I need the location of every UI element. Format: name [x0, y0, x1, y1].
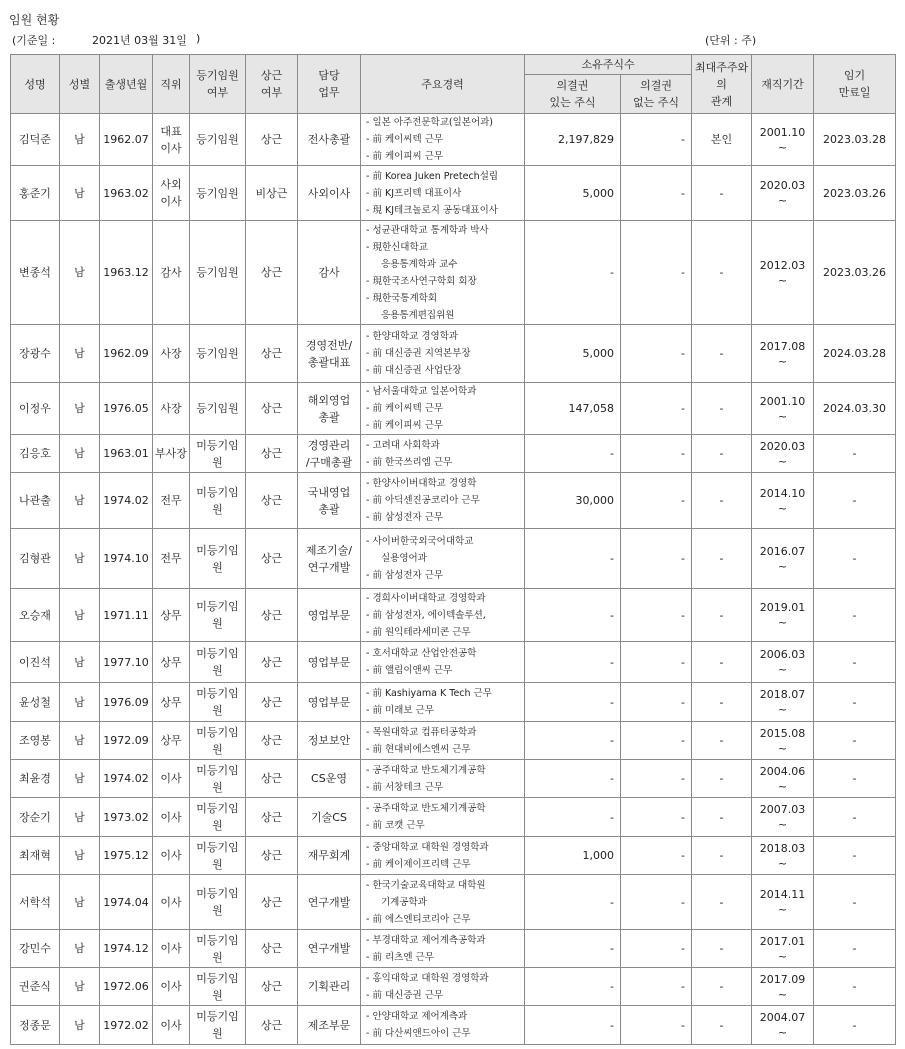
cell-nonvoting-shares: -: [621, 221, 692, 325]
cell-relation: -: [692, 473, 752, 529]
basis-date: 2021년 03월 31일: [92, 34, 187, 47]
cell-registered: 등기임원: [190, 325, 246, 383]
cell-registered: 미등기임 원: [190, 968, 246, 1006]
cell-position: 이사: [153, 930, 190, 968]
cell-voting-shares: -: [525, 1006, 621, 1045]
cell-gender: 남: [60, 435, 100, 473]
cell-duty: 연구개발: [298, 930, 361, 968]
cell-registered: 미등기임 원: [190, 837, 246, 875]
cell-career: - 前 Kashiyama K Tech 근무 - 前 미래보 근무: [361, 683, 525, 722]
cell-position: 사외 이사: [153, 166, 190, 221]
cell-gender: 남: [60, 642, 100, 683]
cell-birth: 1971.11: [100, 589, 153, 642]
header-position: 직위: [153, 55, 190, 114]
cell-gender: 남: [60, 529, 100, 589]
cell-duty: CS운영: [298, 760, 361, 798]
table-row: [11, 642, 896, 683]
header-career: 주요경력: [361, 55, 525, 114]
cell-tenure: 2018.03 ~: [752, 837, 814, 875]
cell-relation: -: [692, 1006, 752, 1045]
header-birth: 출생년월: [100, 55, 153, 114]
cell-fulltime: 비상근: [246, 166, 298, 221]
cell-nonvoting-shares: -: [621, 968, 692, 1006]
cell-nonvoting-shares: -: [621, 683, 692, 722]
cell-name: 윤성철: [11, 683, 60, 722]
cell-position: 감사: [153, 221, 190, 325]
cell-gender: 남: [60, 837, 100, 875]
cell-gender: 남: [60, 930, 100, 968]
table-row: [11, 473, 896, 529]
cell-name: 김응호: [11, 435, 60, 473]
cell-registered: 미등기임 원: [190, 1006, 246, 1045]
cell-term-end: -: [814, 1006, 896, 1045]
cell-voting-shares: -: [525, 760, 621, 798]
cell-term-end: -: [814, 435, 896, 473]
header-registered: 등기임원 여부: [190, 55, 246, 114]
cell-fulltime: 상근: [246, 642, 298, 683]
cell-gender: 남: [60, 1006, 100, 1045]
cell-birth: 1972.09: [100, 722, 153, 760]
cell-name: 최재혁: [11, 837, 60, 875]
cell-duty: 국내영업 총괄: [298, 473, 361, 529]
cell-relation: -: [692, 837, 752, 875]
cell-duty: 경영전반/ 총괄대표: [298, 325, 361, 383]
cell-gender: 남: [60, 760, 100, 798]
page-title: 임원 현황: [9, 13, 60, 27]
cell-term-end: -: [814, 968, 896, 1006]
cell-tenure: 2020.03 ~: [752, 166, 814, 221]
cell-career: - 부경대학교 제어계측공학과 - 前 리츠엔 근무: [361, 930, 525, 968]
cell-relation: -: [692, 875, 752, 930]
cell-nonvoting-shares: -: [621, 473, 692, 529]
cell-fulltime: 상근: [246, 325, 298, 383]
cell-duty: 제조기술/ 연구개발: [298, 529, 361, 589]
cell-registered: 등기임원: [190, 166, 246, 221]
cell-duty: 제조부문: [298, 1006, 361, 1045]
table-row: [11, 589, 896, 642]
cell-birth: 1976.09: [100, 683, 153, 722]
cell-name: 이정우: [11, 383, 60, 435]
cell-nonvoting-shares: -: [621, 722, 692, 760]
cell-position: 전무: [153, 473, 190, 529]
cell-duty: 영업부문: [298, 683, 361, 722]
cell-birth: 1963.02: [100, 166, 153, 221]
cell-nonvoting-shares: -: [621, 325, 692, 383]
cell-career: - 안양대학교 제어계측과 - 前 다산씨앤드아이 근무: [361, 1006, 525, 1045]
cell-career: - 호서대학교 산업안전공학 - 前 앨림이앤씨 근무: [361, 642, 525, 683]
cell-tenure: 2018.07 ~: [752, 683, 814, 722]
cell-name: 서학석: [11, 875, 60, 930]
cell-birth: 1975.12: [100, 837, 153, 875]
cell-nonvoting-shares: -: [621, 930, 692, 968]
cell-name: 오승재: [11, 589, 60, 642]
table-row: [11, 837, 896, 875]
cell-voting-shares: -: [525, 435, 621, 473]
cell-tenure: 2012.03 ~: [752, 221, 814, 325]
cell-tenure: 2004.07 ~: [752, 1006, 814, 1045]
cell-registered: 미등기임 원: [190, 529, 246, 589]
header-fulltime: 상근 여부: [246, 55, 298, 114]
table-row: [11, 383, 896, 435]
cell-name: 장광수: [11, 325, 60, 383]
table-row: [11, 722, 896, 760]
cell-career: - 공주대학교 반도체기계공학 - 前 코캣 근무: [361, 798, 525, 837]
cell-name: 최윤경: [11, 760, 60, 798]
cell-tenure: 2006.03 ~: [752, 642, 814, 683]
cell-position: 부사장: [153, 435, 190, 473]
cell-registered: 미등기임 원: [190, 798, 246, 837]
cell-name: 권준식: [11, 968, 60, 1006]
cell-gender: 남: [60, 722, 100, 760]
unit-label: (단위 : 주): [705, 34, 757, 47]
header-relation: 최대주주와 의 관계: [692, 55, 752, 114]
cell-birth: 1962.07: [100, 114, 153, 166]
cell-term-end: -: [814, 760, 896, 798]
cell-birth: 1976.05: [100, 383, 153, 435]
table-row: [11, 325, 896, 383]
cell-duty: 영업부문: [298, 589, 361, 642]
cell-gender: 남: [60, 221, 100, 325]
basis-close: ): [196, 32, 201, 45]
cell-relation: -: [692, 221, 752, 325]
cell-birth: 1962.09: [100, 325, 153, 383]
cell-term-end: -: [814, 930, 896, 968]
cell-gender: 남: [60, 166, 100, 221]
cell-nonvoting-shares: -: [621, 1006, 692, 1045]
cell-tenure: 2017.09 ~: [752, 968, 814, 1006]
cell-nonvoting-shares: -: [621, 529, 692, 589]
cell-relation: -: [692, 798, 752, 837]
cell-gender: 남: [60, 798, 100, 837]
cell-fulltime: 상근: [246, 529, 298, 589]
cell-term-end: -: [814, 529, 896, 589]
cell-relation: -: [692, 930, 752, 968]
cell-position: 상무: [153, 589, 190, 642]
cell-birth: 1973.02: [100, 798, 153, 837]
cell-relation: -: [692, 325, 752, 383]
table-row: [11, 221, 896, 325]
header-voting: 의결권 있는 주식: [525, 75, 621, 114]
cell-term-end: -: [814, 473, 896, 529]
cell-name: 강민수: [11, 930, 60, 968]
cell-gender: 남: [60, 114, 100, 166]
cell-name: 나관출: [11, 473, 60, 529]
cell-position: 사장: [153, 325, 190, 383]
cell-gender: 남: [60, 875, 100, 930]
cell-term-end: -: [814, 722, 896, 760]
cell-nonvoting-shares: -: [621, 760, 692, 798]
cell-voting-shares: 30,000: [525, 473, 621, 529]
cell-name: 이진석: [11, 642, 60, 683]
cell-position: 이사: [153, 1006, 190, 1045]
cell-voting-shares: -: [525, 930, 621, 968]
cell-fulltime: 상근: [246, 722, 298, 760]
cell-fulltime: 상근: [246, 760, 298, 798]
cell-fulltime: 상근: [246, 473, 298, 529]
cell-relation: -: [692, 529, 752, 589]
header-tenure: 재직기간: [752, 55, 814, 114]
table-row: [11, 930, 896, 968]
table-row: [11, 529, 896, 589]
cell-birth: 1963.01: [100, 435, 153, 473]
cell-name: 변종석: [11, 221, 60, 325]
table-row: [11, 114, 896, 166]
cell-fulltime: 상근: [246, 383, 298, 435]
cell-position: 상무: [153, 683, 190, 722]
cell-birth: 1963.12: [100, 221, 153, 325]
header-name: 성명: [11, 55, 60, 114]
cell-term-end: -: [814, 589, 896, 642]
cell-duty: 해외영업 총괄: [298, 383, 361, 435]
cell-tenure: 2014.11 ~: [752, 875, 814, 930]
table-row: [11, 683, 896, 722]
cell-duty: 전사총괄: [298, 114, 361, 166]
cell-fulltime: 상근: [246, 589, 298, 642]
cell-voting-shares: 5,000: [525, 325, 621, 383]
cell-nonvoting-shares: -: [621, 798, 692, 837]
cell-career: - 고려대 사회학과 - 前 한국쓰리엠 근무: [361, 435, 525, 473]
cell-career: - 일본 아주전문학교(일본어과) - 前 케이씨텍 근무 - 前 케이피씨 근무: [361, 114, 525, 166]
cell-position: 이사: [153, 798, 190, 837]
cell-position: 상무: [153, 642, 190, 683]
cell-term-end: -: [814, 642, 896, 683]
cell-duty: 정보보안: [298, 722, 361, 760]
cell-nonvoting-shares: -: [621, 837, 692, 875]
table-row: [11, 968, 896, 1006]
cell-gender: 남: [60, 383, 100, 435]
cell-voting-shares: -: [525, 875, 621, 930]
table-row: [11, 166, 896, 221]
cell-tenure: 2017.01 ~: [752, 930, 814, 968]
cell-registered: 미등기임 원: [190, 642, 246, 683]
cell-fulltime: 상근: [246, 930, 298, 968]
cell-nonvoting-shares: -: [621, 166, 692, 221]
cell-registered: 미등기임 원: [190, 435, 246, 473]
cell-term-end: 2024.03.28: [814, 325, 896, 383]
cell-career: - 중앙대학교 대학원 경영학과 - 前 케이제이프리텍 근무: [361, 837, 525, 875]
cell-registered: 미등기임 원: [190, 722, 246, 760]
cell-term-end: 2023.03.26: [814, 166, 896, 221]
cell-term-end: 2023.03.28: [814, 114, 896, 166]
cell-voting-shares: -: [525, 589, 621, 642]
cell-registered: 미등기임 원: [190, 683, 246, 722]
cell-relation: 본인: [692, 114, 752, 166]
cell-tenure: 2017.08 ~: [752, 325, 814, 383]
cell-birth: 1977.10: [100, 642, 153, 683]
cell-term-end: -: [814, 875, 896, 930]
cell-fulltime: 상근: [246, 683, 298, 722]
cell-birth: 1974.12: [100, 930, 153, 968]
cell-position: 이사: [153, 760, 190, 798]
header-gender: 성별: [60, 55, 100, 114]
header-shares: 소유주식수: [525, 55, 692, 75]
cell-voting-shares: 147,058: [525, 383, 621, 435]
cell-relation: -: [692, 435, 752, 473]
basis-label: (기준일 :: [12, 34, 56, 47]
cell-career: - 사이버한국외국어대학교 실용영어과 - 前 삼성전자 근무: [361, 529, 525, 589]
cell-birth: 1972.06: [100, 968, 153, 1006]
cell-duty: 연구개발: [298, 875, 361, 930]
cell-name: 김형관: [11, 529, 60, 589]
cell-term-end: 2024.03.30: [814, 383, 896, 435]
cell-position: 상무: [153, 722, 190, 760]
cell-position: 이사: [153, 968, 190, 1006]
cell-registered: 미등기임 원: [190, 473, 246, 529]
cell-gender: 남: [60, 968, 100, 1006]
table-row: [11, 760, 896, 798]
cell-voting-shares: -: [525, 221, 621, 325]
cell-gender: 남: [60, 473, 100, 529]
cell-name: 장순기: [11, 798, 60, 837]
cell-fulltime: 상근: [246, 435, 298, 473]
cell-voting-shares: -: [525, 529, 621, 589]
cell-registered: 미등기임 원: [190, 930, 246, 968]
cell-nonvoting-shares: -: [621, 383, 692, 435]
cell-tenure: 2020.03 ~: [752, 435, 814, 473]
cell-tenure: 2019.01 ~: [752, 589, 814, 642]
table-row: [11, 798, 896, 837]
cell-voting-shares: -: [525, 968, 621, 1006]
cell-voting-shares: -: [525, 683, 621, 722]
cell-career: - 한양사이버대학교 경영학 - 前 아딕센진공코리아 근무 - 前 삼성전자 근무: [361, 473, 525, 529]
cell-duty: 경영관리 /구매총괄: [298, 435, 361, 473]
cell-duty: 영업부문: [298, 642, 361, 683]
table-row: [11, 435, 896, 473]
cell-nonvoting-shares: -: [621, 435, 692, 473]
cell-career: - 남서울대학교 일본어학과 - 前 케이씨텍 근무 - 前 케이피씨 근무: [361, 383, 525, 435]
cell-career: - 前 Korea Juken Pretech설립 - 前 KJ프리텍 대표이사 - 現 KJ테크놀로지 공동대표이사: [361, 166, 525, 221]
cell-career: - 목원대학교 컴퓨터공학과 - 前 현대비에스엔씨 근무: [361, 722, 525, 760]
cell-relation: -: [692, 760, 752, 798]
cell-relation: -: [692, 383, 752, 435]
cell-fulltime: 상근: [246, 1006, 298, 1045]
cell-duty: 기획관리: [298, 968, 361, 1006]
cell-tenure: 2016.07 ~: [752, 529, 814, 589]
executives-table: [10, 54, 896, 1045]
cell-career: - 공주대학교 반도체기계공학 - 前 서창테크 근무: [361, 760, 525, 798]
cell-voting-shares: -: [525, 642, 621, 683]
cell-duty: 감사: [298, 221, 361, 325]
cell-gender: 남: [60, 325, 100, 383]
cell-career: - 성균관대학교 통계학과 박사 - 現한신대학교 응용통계학과 교수 - 現한국조사연구학회 회장 - 現한국통계학회 응용통계편집위원: [361, 221, 525, 325]
cell-fulltime: 상근: [246, 221, 298, 325]
cell-career: - 경희사이버대학교 경영학과 - 前 삼성전자, 에이텍솔루션, - 前 원익테라세미콘 근무: [361, 589, 525, 642]
cell-tenure: 2014.10 ~: [752, 473, 814, 529]
cell-birth: 1974.04: [100, 875, 153, 930]
cell-voting-shares: 5,000: [525, 166, 621, 221]
cell-birth: 1974.02: [100, 760, 153, 798]
cell-relation: -: [692, 968, 752, 1006]
cell-position: 이사: [153, 837, 190, 875]
cell-relation: -: [692, 683, 752, 722]
cell-voting-shares: -: [525, 798, 621, 837]
cell-voting-shares: 2,197,829: [525, 114, 621, 166]
cell-position: 사장: [153, 383, 190, 435]
cell-nonvoting-shares: -: [621, 589, 692, 642]
cell-name: 정종문: [11, 1006, 60, 1045]
cell-career: - 홍익대학교 대학원 경영학과 - 前 대신증권 근무: [361, 968, 525, 1006]
cell-birth: 1974.10: [100, 529, 153, 589]
cell-name: 조영봉: [11, 722, 60, 760]
cell-position: 이사: [153, 875, 190, 930]
cell-relation: -: [692, 642, 752, 683]
cell-voting-shares: -: [525, 722, 621, 760]
cell-birth: 1974.02: [100, 473, 153, 529]
cell-gender: 남: [60, 683, 100, 722]
cell-relation: -: [692, 589, 752, 642]
cell-gender: 남: [60, 589, 100, 642]
cell-registered: 등기임원: [190, 114, 246, 166]
table-body: [11, 114, 896, 1045]
cell-tenure: 2001.10 ~: [752, 114, 814, 166]
header-term-end: 임기 만료일: [814, 55, 896, 114]
cell-birth: 1972.02: [100, 1006, 153, 1045]
cell-fulltime: 상근: [246, 114, 298, 166]
cell-name: 홍준기: [11, 166, 60, 221]
table-row: [11, 875, 896, 930]
cell-career: - 한양대학교 경영학과 - 前 대신증권 지역본부장 - 前 대신증권 사업단장: [361, 325, 525, 383]
header-nonvoting: 의결권 없는 주식: [621, 75, 692, 114]
cell-fulltime: 상근: [246, 837, 298, 875]
cell-tenure: 2007.03 ~: [752, 798, 814, 837]
cell-nonvoting-shares: -: [621, 114, 692, 166]
cell-registered: 등기임원: [190, 383, 246, 435]
cell-position: 대표 이사: [153, 114, 190, 166]
cell-registered: 등기임원: [190, 221, 246, 325]
cell-term-end: -: [814, 798, 896, 837]
cell-registered: 미등기임 원: [190, 760, 246, 798]
header-duty: 담당 업무: [298, 55, 361, 114]
cell-registered: 미등기임 원: [190, 875, 246, 930]
cell-duty: 기술CS: [298, 798, 361, 837]
cell-fulltime: 상근: [246, 798, 298, 837]
cell-nonvoting-shares: -: [621, 875, 692, 930]
cell-relation: -: [692, 166, 752, 221]
cell-nonvoting-shares: -: [621, 642, 692, 683]
cell-tenure: 2015.08 ~: [752, 722, 814, 760]
cell-duty: 사외이사: [298, 166, 361, 221]
cell-term-end: 2023.03.26: [814, 221, 896, 325]
cell-relation: -: [692, 722, 752, 760]
cell-tenure: 2001.10 ~: [752, 383, 814, 435]
cell-registered: 미등기임 원: [190, 589, 246, 642]
cell-career: - 한국기술교육대학교 대학원 기계공학과 - 前 에스엔티코리아 근무: [361, 875, 525, 930]
cell-fulltime: 상근: [246, 875, 298, 930]
cell-duty: 재무회계: [298, 837, 361, 875]
table-row: [11, 1006, 896, 1045]
cell-term-end: -: [814, 683, 896, 722]
cell-tenure: 2004.06 ~: [752, 760, 814, 798]
cell-voting-shares: 1,000: [525, 837, 621, 875]
cell-position: 전무: [153, 529, 190, 589]
cell-fulltime: 상근: [246, 968, 298, 1006]
cell-term-end: -: [814, 837, 896, 875]
cell-name: 김덕준: [11, 114, 60, 166]
